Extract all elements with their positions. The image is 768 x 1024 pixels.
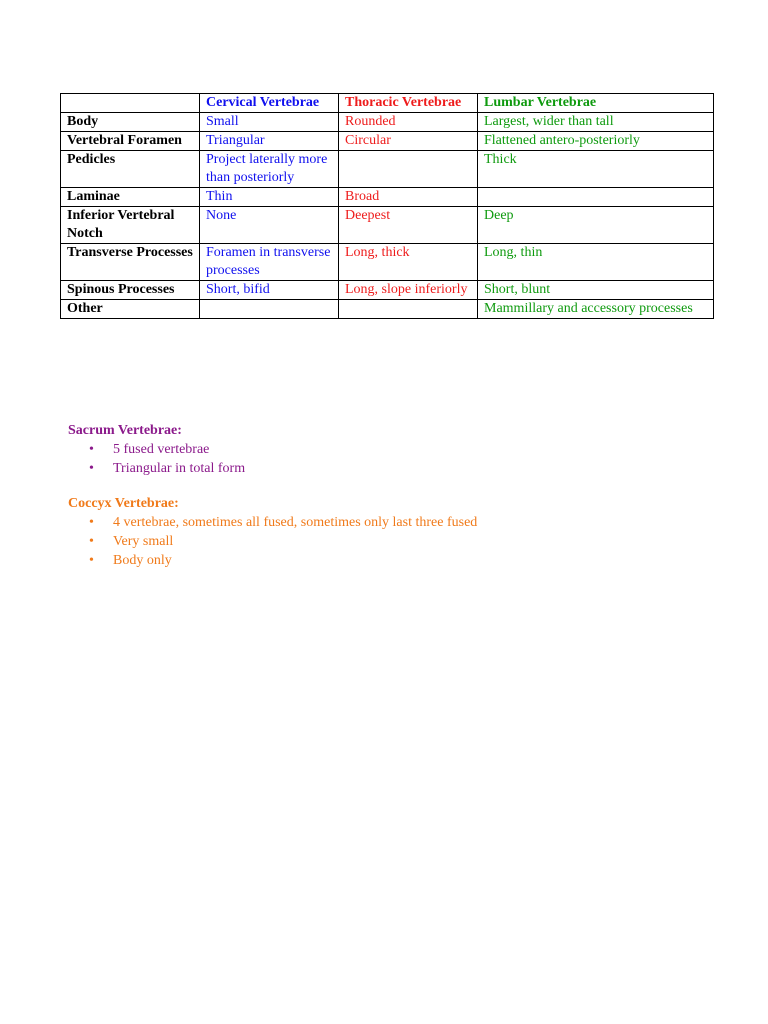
thoracic-cell: Long, thick	[339, 244, 478, 281]
list-item-text: Very small	[113, 534, 174, 549]
table-row	[61, 300, 714, 319]
cervical-cell: Foramen in transverse processes	[200, 244, 339, 281]
list-item	[89, 551, 708, 570]
coccyx-section	[68, 494, 708, 570]
list-item	[89, 459, 708, 478]
thoracic-cell: Circular	[339, 132, 478, 151]
vertebrae-comparison-table	[60, 93, 714, 319]
table-header-row	[61, 94, 714, 113]
cervical-cell: Project laterally more than posteriorly	[200, 151, 339, 188]
thoracic-cell	[339, 151, 478, 188]
cervical-cell: Short, bifid	[200, 281, 339, 300]
lumbar-cell: Flattened antero-posteriorly	[478, 132, 714, 151]
bullet-icon: •	[89, 442, 94, 457]
list-item	[89, 532, 708, 551]
sacrum-list	[68, 440, 708, 478]
coccyx-heading: Coccyx Vertebrae:	[68, 496, 179, 511]
lumbar-cell: Largest, wider than tall	[478, 113, 714, 132]
lumbar-cell: Deep	[478, 207, 714, 244]
lumbar-cell: Thick	[478, 151, 714, 188]
table-row	[61, 188, 714, 207]
sacrum-heading: Sacrum Vertebrae:	[68, 423, 182, 438]
bullet-icon: •	[89, 461, 94, 476]
header-thoracic: Thoracic Vertebrae	[339, 94, 478, 113]
thoracic-cell: Long, slope inferiorly	[339, 281, 478, 300]
cervical-cell: Small	[200, 113, 339, 132]
sacrum-section	[68, 421, 708, 478]
row-label: Body	[61, 113, 200, 132]
lumbar-cell: Long, thin	[478, 244, 714, 281]
table-row	[61, 113, 714, 132]
table-row	[61, 207, 714, 244]
row-label: Vertebral Foramen	[61, 132, 200, 151]
row-label: Transverse Processes	[61, 244, 200, 281]
table-row	[61, 244, 714, 281]
coccyx-list	[68, 513, 708, 570]
thoracic-cell: Deepest	[339, 207, 478, 244]
list-item-text: Triangular in total form	[113, 461, 246, 476]
lumbar-cell: Short, blunt	[478, 281, 714, 300]
lumbar-cell	[478, 188, 714, 207]
list-item-text: Body only	[113, 553, 172, 568]
table-row	[61, 281, 714, 300]
row-label: Inferior Vertebral Notch	[61, 207, 200, 244]
lumbar-cell: Mammillary and accessory processes	[478, 300, 714, 319]
row-label: Laminae	[61, 188, 200, 207]
cervical-cell: Thin	[200, 188, 339, 207]
header-cervical: Cervical Vertebrae	[200, 94, 339, 113]
list-item	[89, 513, 708, 532]
list-item-text: 4 vertebrae, sometimes all fused, sometimes only last three fused	[113, 515, 478, 530]
table-row	[61, 132, 714, 151]
list-item-text: 5 fused vertebrae	[113, 442, 210, 457]
row-label: Pedicles	[61, 151, 200, 188]
cervical-cell	[200, 300, 339, 319]
header-lumbar: Lumbar Vertebrae	[478, 94, 714, 113]
thoracic-cell	[339, 300, 478, 319]
header-corner-cell	[61, 94, 200, 113]
thoracic-cell: Rounded	[339, 113, 478, 132]
bullet-icon: •	[89, 553, 94, 568]
cervical-cell: Triangular	[200, 132, 339, 151]
cervical-cell: None	[200, 207, 339, 244]
table-row	[61, 151, 714, 188]
list-item	[89, 440, 708, 459]
thoracic-cell: Broad	[339, 188, 478, 207]
row-label: Spinous Processes	[61, 281, 200, 300]
row-label: Other	[61, 300, 200, 319]
bullet-icon: •	[89, 534, 94, 549]
bullet-icon: •	[89, 515, 94, 530]
